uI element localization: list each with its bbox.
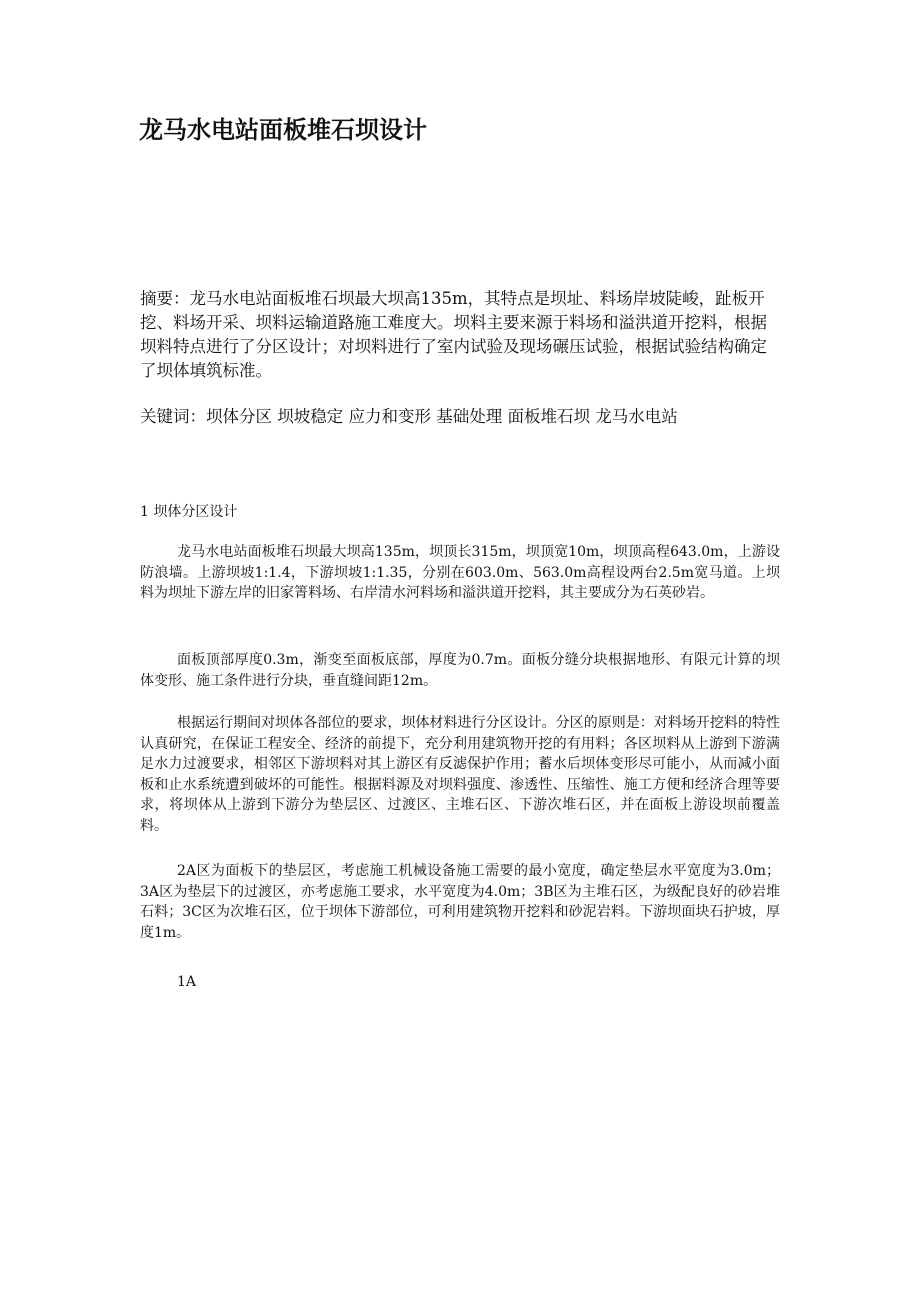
body-paragraph: 面板顶部厚度0.3m，渐变至面板底部，厚度为0.7m。面板分缝分块根据地形、有限元计算的坝体变形、施工条件进行分块，垂直缝间距12m。 <box>140 652 780 689</box>
body-paragraph: 2A区为面板下的垫层区，考虑施工机械设备施工需要的最小宽度，确定垫层水平宽度为3.0m；3A区为垫层下的过渡区，亦考虑施工要求，水平宽度为4.0m；3B区为主堆石区，为级配良好的砂岩堆石料；3C区为次堆石区，位于坝体下游部位，可利用建筑物开挖料和砂泥岩料。下游坝面块石护坡，厚度1m。 <box>140 863 780 941</box>
keywords-text: 关键词：坝体分区 坝坡稳定 应力和变形 基础处理 面板堆石坝 龙马水电站 <box>140 407 678 426</box>
section-heading: 1 坝体分区设计 <box>140 504 238 520</box>
document-title: 龙马水电站面板堆石坝设计 <box>139 116 427 144</box>
zone-label-1a: 1A <box>177 974 197 990</box>
body-paragraph: 根据运行期间对坝体各部位的要求，坝体材料进行分区设计。分区的原则是：对料场开挖料的特性认真研究，在保证工程安全、经济的前提下，充分利用建筑物开挖的有用料；各区坝料从上游到下游满足水力过渡要求，相邻区下游坝料对其上游区有反滤保护作用；蓄水后坝体变形尽可能小，从而减小面板和止水系统遭到破坏的可能性。根据料源及对坝料强度、渗透性、压缩性、施工方便和经济合理等要求，将坝体从上游到下游分为垫层区、过渡区、主堆石区、下游次堆石区，并在面板上游设坝前覆盖料。 <box>140 715 780 834</box>
abstract-text: 摘要：龙马水电站面板堆石坝最大坝高135m，其特点是坝址、料场岸坡陡峻，趾板开挖、料场开采、坝料运输道路施工难度大。坝料主要来源于料场和溢洪道开挖料，根据坝料特点进行了分区设计；对坝料进行了室内试验及现场碾压试验，根据试验结构确定了坝体填筑标准。 <box>140 289 767 380</box>
body-paragraph: 龙马水电站面板堆石坝最大坝高135m，坝顶长315m，坝顶宽10m，坝顶高程643.0m，上游设防浪墙。上游坝坡1:1.4，下游坝坡1:1.35，分别在603.0m、563.0m高程设两台2.5m宽马道。上坝料为坝址下游左岸的旧家箐料场、右岸清水河料场和溢洪道开挖料，其主要成分为石英砂岩。 <box>140 544 780 601</box>
